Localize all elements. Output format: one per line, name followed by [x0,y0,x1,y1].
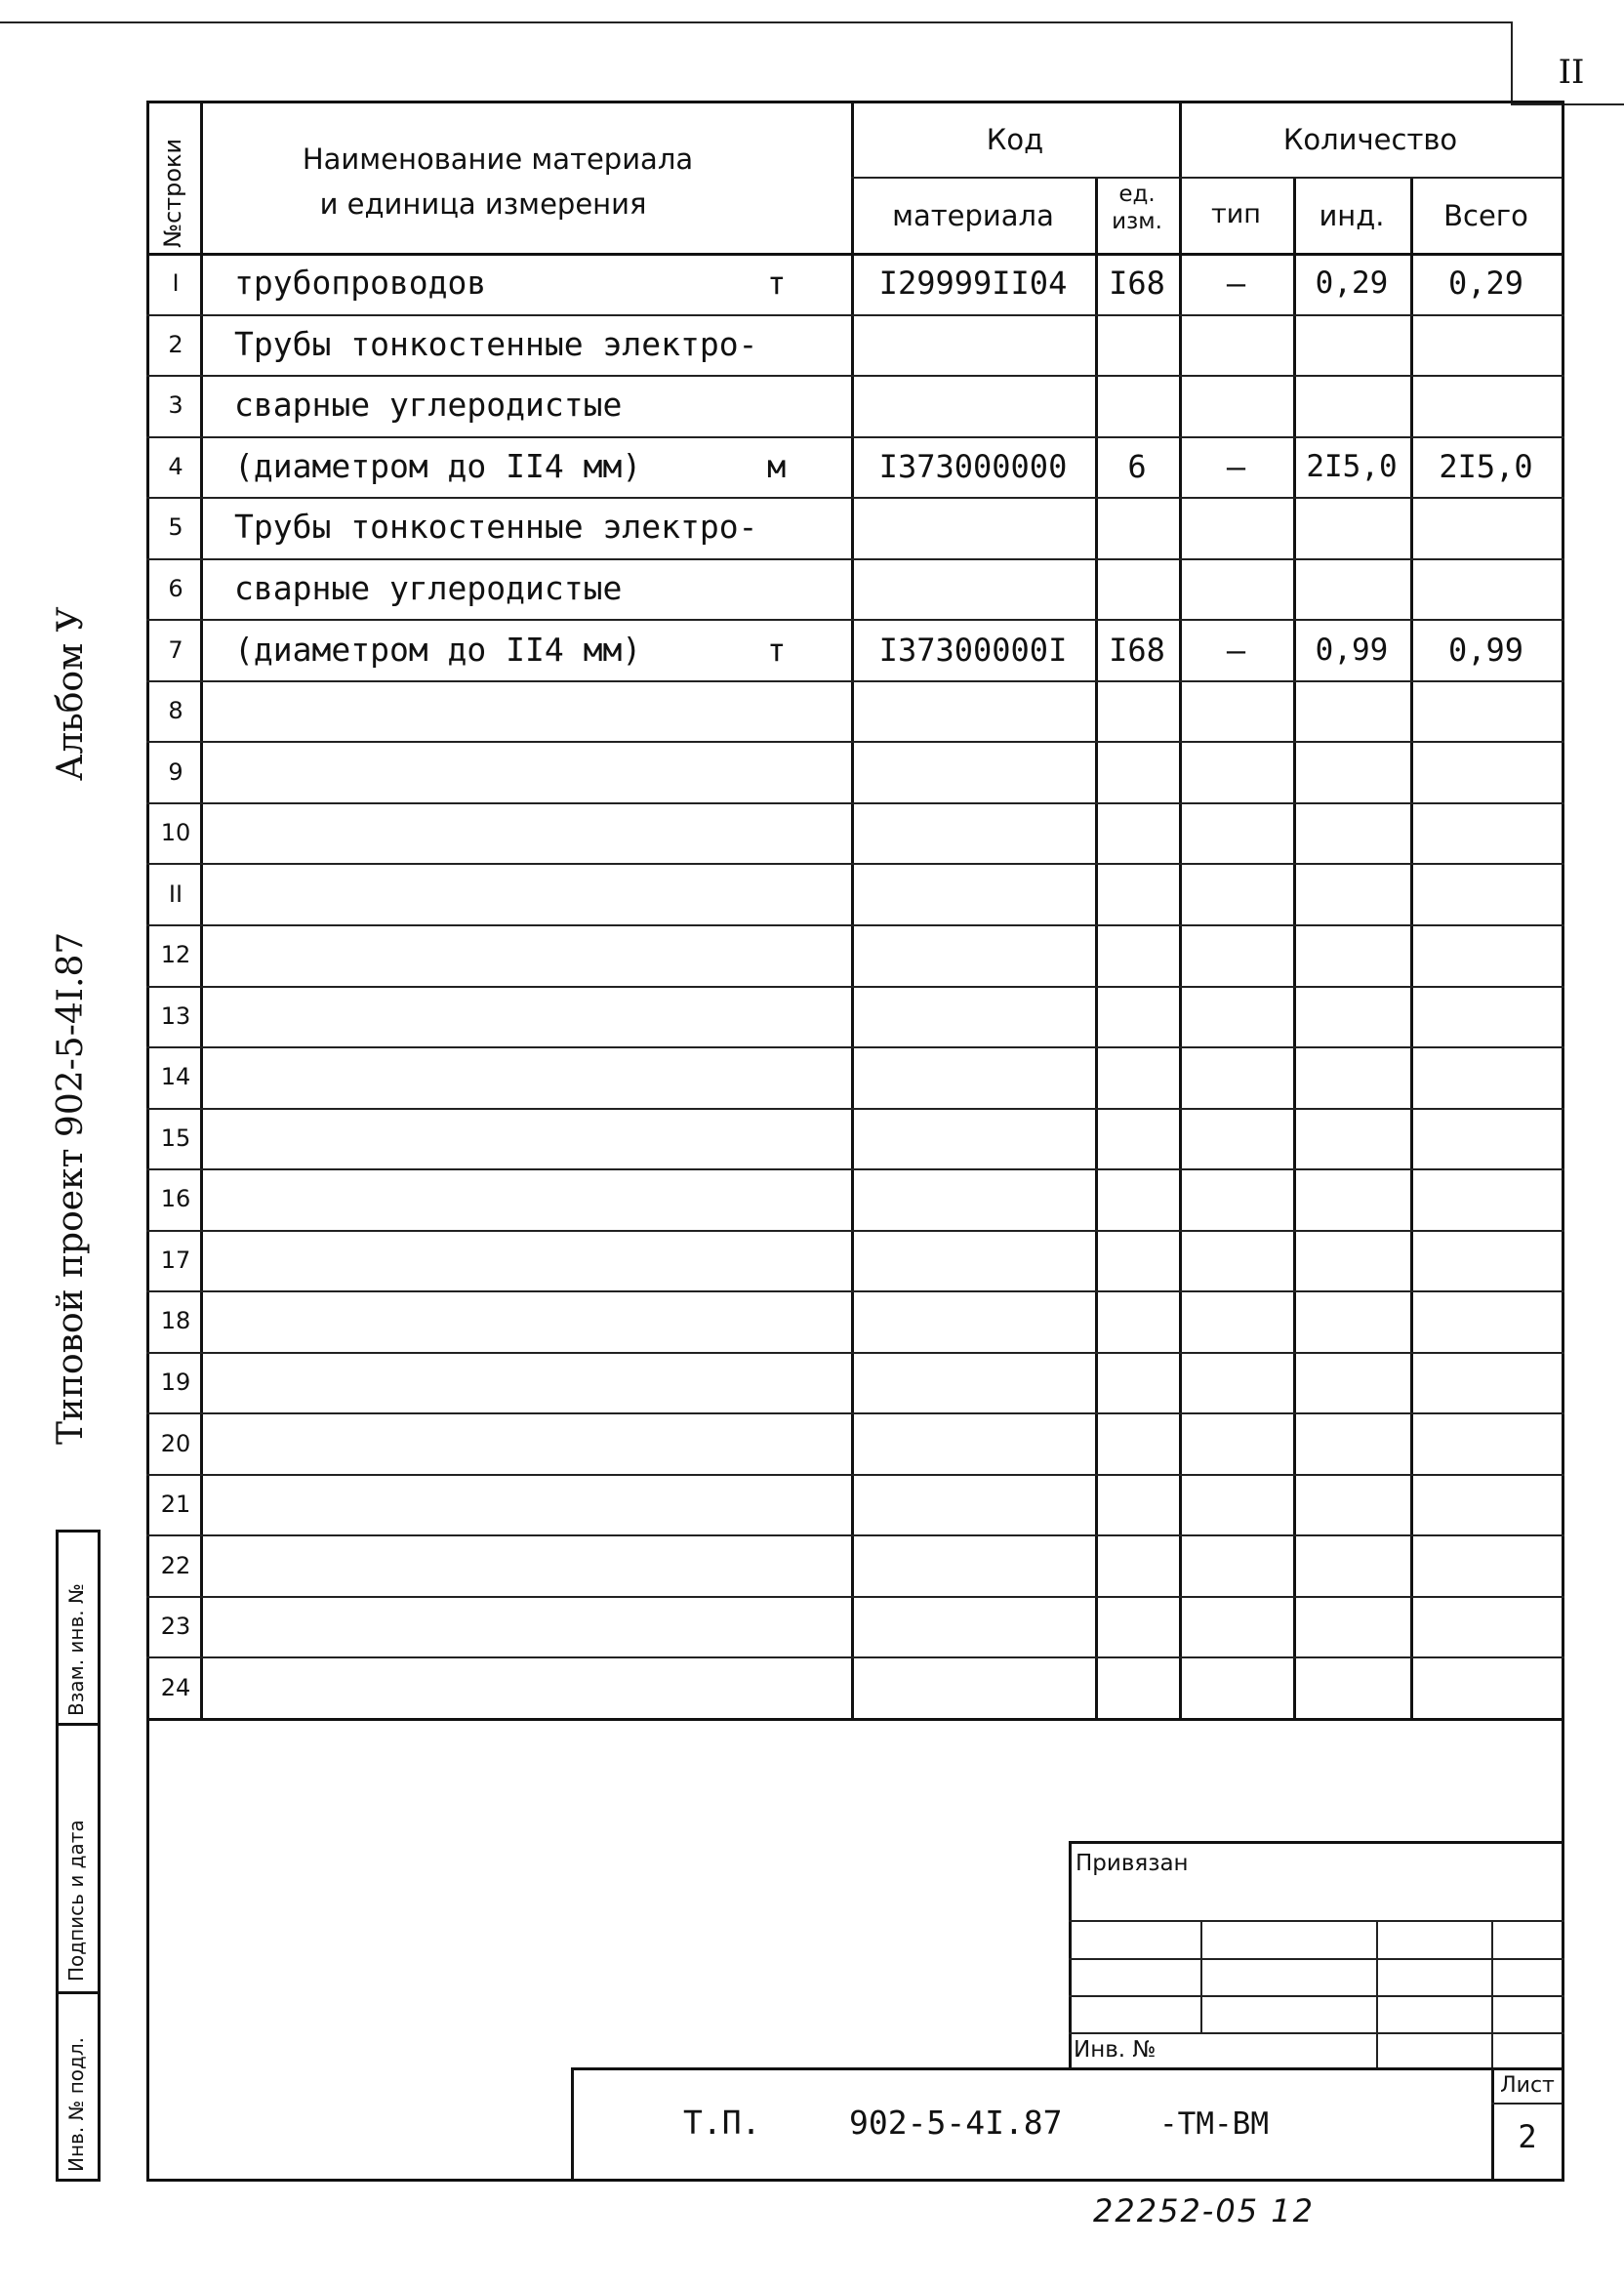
row-separator [146,1230,1564,1232]
row-number: 7 [168,635,183,664]
side-label-vzam-inv: Взам. инв. № [64,1583,88,1716]
col-line-ed [1095,177,1098,1721]
row-number: 20 [160,1429,191,1457]
header-vsego: Всего [1443,199,1528,232]
stamp-suffix: -ТМ-ВМ [1159,2106,1269,2142]
side-label-album: Альбом У [51,606,91,781]
row-number: 18 [160,1307,191,1335]
qty-tip: – [1226,447,1246,485]
row-separator [146,558,1564,560]
row-separator [146,924,1564,926]
material-name: трубопроводов [234,264,487,303]
header-ed-line2: изм. [1112,209,1162,234]
row-number: 3 [168,391,183,420]
material-name: Трубы тонкостенные электро- [234,508,758,547]
row-number: 17 [160,1246,191,1274]
unit: м [767,447,787,485]
row-separator [146,1290,1564,1292]
sheet-corner-number: II [1558,53,1585,92]
col-line-qty [1179,101,1182,1721]
stamp-tp: Т.П. [683,2104,761,2142]
unit: т [767,631,787,669]
row-separator [146,986,1564,988]
row-separator [146,741,1564,743]
header-name-line2: и единица измерения [319,187,647,221]
header-kolichestvo: Количество [1282,123,1458,156]
margin-box-bottom [56,2179,101,2182]
row-separator [146,619,1564,621]
unit-code: I68 [1109,631,1165,669]
unit-code: I68 [1109,265,1165,303]
row-number: II [168,879,183,908]
header-name-line1: Наименование материала [302,143,694,176]
header-row-no: №строки [159,138,186,248]
col-line-rowno [200,101,203,1721]
frame-left [146,101,149,2182]
margin-box-left [56,1530,59,2181]
row-separator [146,1534,1564,1536]
stamp-number: 902-5-4I.87 [849,2104,1063,2142]
margin-box-top [56,1530,101,1533]
row-separator [146,1474,1564,1476]
material-name: (диаметром до II4 мм) [234,446,642,485]
side-label-project: Типовой проект 902-5-4I.87 [51,931,91,1445]
stamp-grid-col2 [1376,1920,1378,2068]
row-separator [146,1046,1564,1048]
row-separator [146,1352,1564,1354]
row-number: 10 [160,819,191,847]
header-material: материала [892,199,1054,232]
material-name: сварные углеродистые [234,568,623,607]
row-number: 15 [160,1124,191,1152]
top-rule [0,21,1511,23]
qty-vsego: 0,29 [1447,265,1524,303]
material-code: I373000000 [878,447,1068,485]
unit: т [767,265,787,303]
stamp-grid-col1 [1200,1920,1202,2032]
stamp-grid-col3 [1491,1920,1493,2068]
header-tip: тип [1211,199,1261,229]
row-number: 24 [160,1673,191,1701]
header-bottom [146,253,1564,256]
qty-ind: 0,99 [1315,632,1389,668]
qty-ind: 0,29 [1315,266,1389,302]
row-separator [146,497,1564,499]
col-line-tip [1293,177,1296,1721]
frame-top [146,101,1564,103]
row-number: 14 [160,1063,191,1091]
qty-vsego: 0,99 [1447,631,1524,669]
row-number: 12 [160,941,191,969]
stamp-inv-label: Инв. № [1074,2037,1157,2063]
side-label-inv-podl: Инв. № подл. [64,2037,88,2172]
header-ind: инд. [1319,199,1385,232]
header-subline [851,177,1562,179]
row-number: 13 [160,1001,191,1030]
row-separator [146,1168,1564,1170]
stamp-main-left [571,2067,574,2182]
qty-tip: – [1226,265,1246,303]
stamp-grid-line4 [1069,2032,1564,2034]
stamp-grid-line2 [1069,1958,1564,1960]
row-number: 6 [168,574,183,602]
row-separator [146,1596,1564,1598]
material-name: сварные углеродистые [234,386,623,425]
side-label-podpis-data: Подпись и дата [64,1819,88,1982]
frame-right [1562,101,1564,2182]
row-number: 23 [160,1613,191,1641]
row-number: 21 [160,1491,191,1519]
row-separator [146,314,1564,316]
material-code: I37300000I [878,631,1068,669]
handwritten-number: 22252-05 12 [1093,2192,1315,2229]
corner-box-bottom [1511,103,1624,105]
row-separator [146,863,1564,865]
row-separator [146,802,1564,804]
row-number: 16 [160,1185,191,1213]
margin-box-mid [98,1530,101,2181]
unit-code: 6 [1127,447,1147,485]
stamp-privyazan-top [1069,1841,1564,1844]
qty-tip: – [1226,631,1246,669]
margin-box-sep2 [56,1991,101,1994]
header-ed-line1: ед. [1118,182,1156,207]
row-number: 8 [168,697,183,725]
row-number: 4 [168,452,183,480]
col-line-code [851,101,854,1721]
stamp-list-sep [1491,2103,1562,2105]
corner-box-left [1511,21,1513,103]
qty-vsego: 2I5,0 [1439,447,1533,485]
stamp-grid-line3 [1069,1995,1564,1997]
material-name: Трубы тонкостенные электро- [234,324,758,363]
row-number: I [172,269,180,298]
row-separator [146,1108,1564,1110]
stamp-list-label: Лист [1500,2073,1555,2098]
row-separator [146,436,1564,438]
row-number: 19 [160,1369,191,1397]
material-code: I29999II04 [878,265,1068,303]
row-number: 5 [168,513,183,542]
stamp-privyazan-label: Привязан [1076,1851,1189,1876]
frame-bottom [146,2179,1564,2182]
row-number: 2 [168,330,183,358]
stamp-list-value: 2 [1518,2118,1537,2155]
row-separator [146,1412,1564,1414]
row-separator [146,1656,1564,1658]
stamp-grid-line1 [1069,1920,1564,1922]
row-number: 9 [168,757,183,786]
material-name: (диаметром до II4 мм) [234,630,642,669]
row-number: 22 [160,1551,191,1579]
row-separator [146,375,1564,377]
qty-ind: 2I5,0 [1306,448,1398,484]
col-line-ind [1410,177,1413,1721]
stamp-main-top [571,2067,1564,2070]
header-kod: Код [986,123,1044,156]
row-separator [146,680,1564,682]
table-bottom [146,1718,1564,1721]
margin-box-sep1 [56,1723,101,1726]
